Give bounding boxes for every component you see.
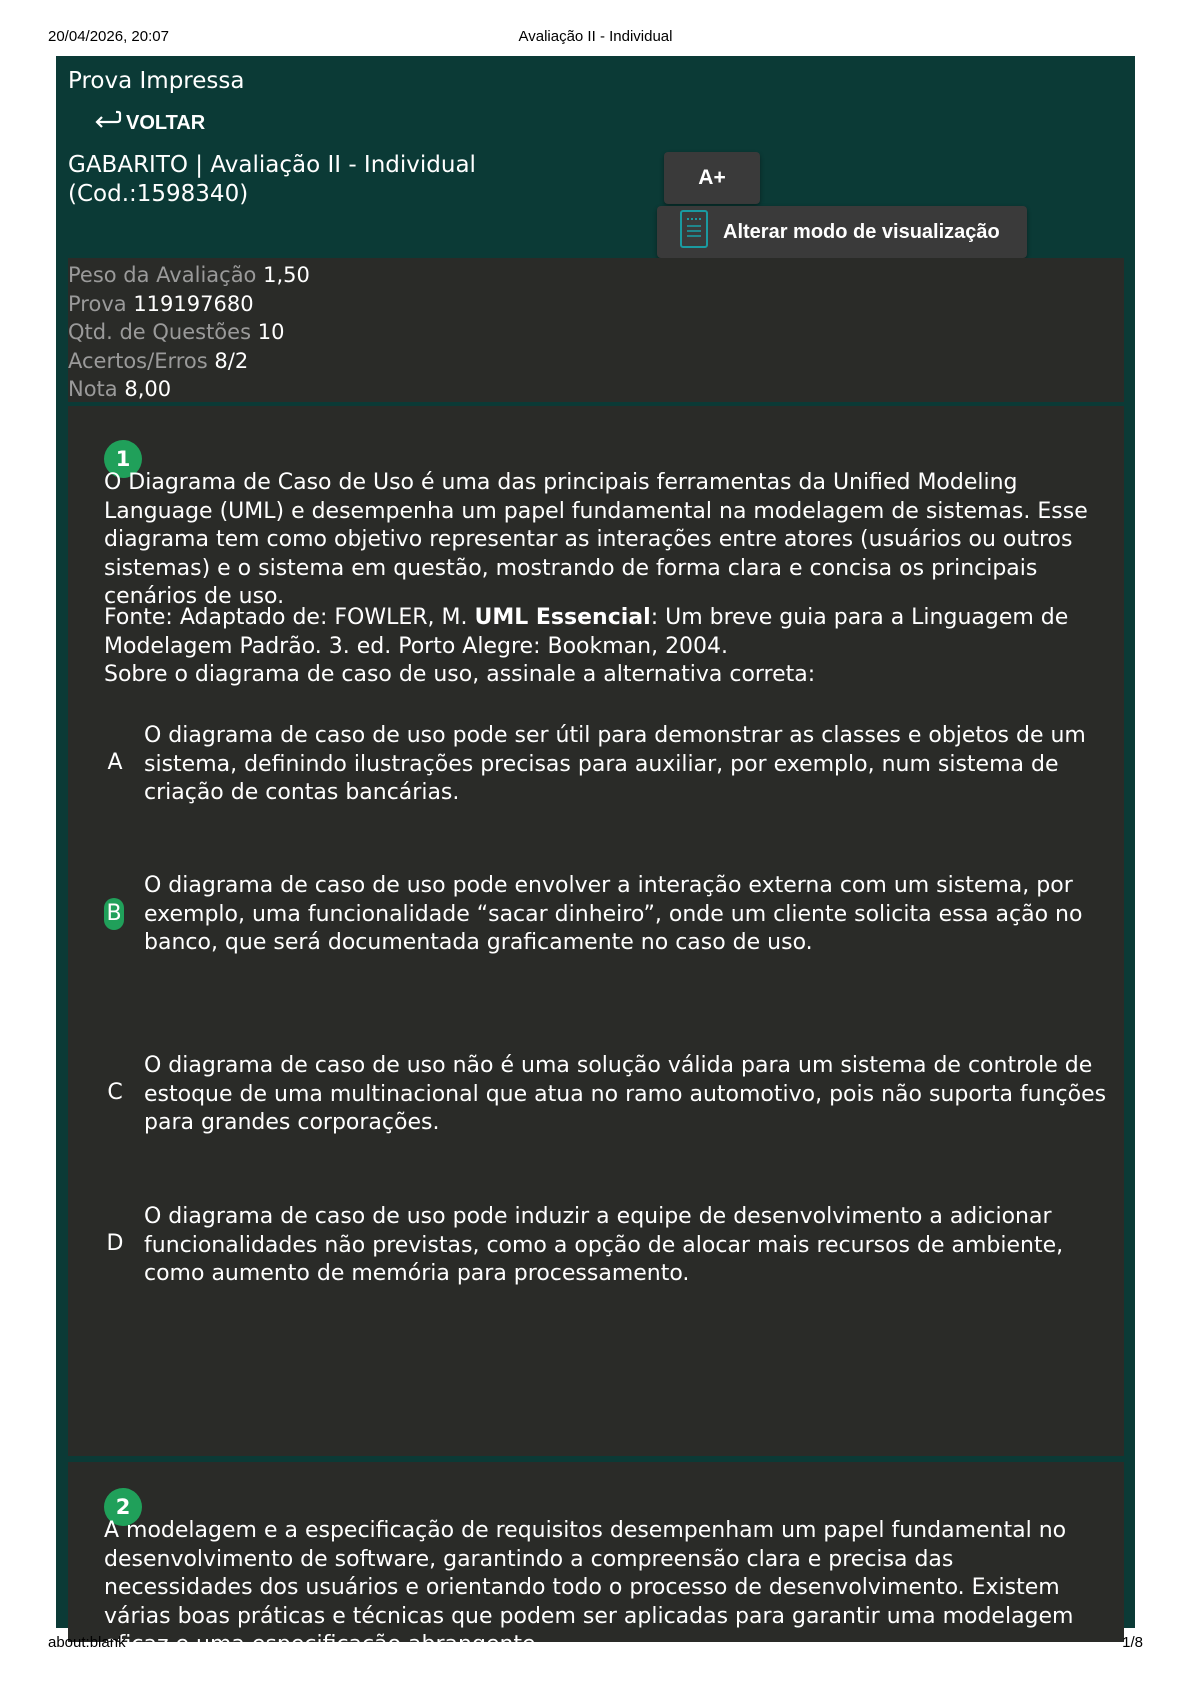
info-row-question-count (68, 318, 1124, 347)
info-row-grade (68, 375, 1124, 404)
info-label: Acertos/Erros (68, 348, 208, 373)
back-button[interactable] (92, 108, 205, 138)
info-value: 1,50 (263, 263, 310, 287)
print-title: Avaliação II - Individual (518, 28, 673, 45)
alternative-letter: A (107, 750, 123, 775)
info-label: Peso da Avaliação (68, 263, 257, 287)
print-header (0, 28, 1191, 50)
question-prompt: Sobre o diagrama de caso de uso, assinale a alternativa correta: (104, 662, 816, 687)
info-value: 10 (257, 320, 285, 344)
source-book-title: UML Essencial (474, 605, 651, 630)
alternative-letter: D (106, 1231, 124, 1256)
info-label: Nota (68, 377, 118, 401)
question-statement: O Diagrama de Caso de Uso é uma das principais ferramentas da Unified Modeling Language (UML) e desempenha um papel fundamental na modelagem de sistemas. Esse diagrama tem como objetivo representar as interações entre atores (usuários ou outros sistemas) e o sistema em questão, mostrando de forma clara e concisa os principais cenários de uso. (104, 470, 1088, 609)
question-statement: A modelagem e a especificação de requisitos desempenham um papel fundamental no desenvolvimento de software, garantindo a compreensão clara e precisa das necessidades dos usuários e orientando todo o processo de desenvolvimento. Existem várias boas práticas e técnicas que podem ser aplicadas para garantir uma modelagem eficaz e uma especificação abrangente (104, 1518, 1074, 1657)
back-label: VOLTAR (126, 111, 206, 134)
source-suffix: : Um breve guia para a Linguagem de Modelagem Padrão. 3. ed. Porto Alegre: Bookman, 2004. (104, 605, 1069, 659)
view-mode-button[interactable] (657, 206, 1027, 258)
info-label: Qtd. de Questões (68, 320, 252, 344)
question-number-badge: 1 (104, 440, 142, 478)
question-card-1 (68, 406, 1124, 1456)
question-source (104, 604, 1104, 661)
alternative-letter: C (107, 1080, 123, 1105)
print-datetime: 20/04/2026, 20:07 (48, 28, 169, 45)
info-row-weight (68, 261, 1124, 290)
correct-alternative-letter: B (104, 898, 124, 930)
print-footer (0, 1634, 1191, 1656)
document-icon (679, 209, 709, 255)
info-row-score-ratio (68, 347, 1124, 376)
info-value: 8,00 (124, 377, 172, 401)
increase-font-button[interactable]: A+ (664, 152, 760, 204)
print-url: about:blank (48, 1634, 126, 1651)
exam-info-box (68, 258, 1124, 402)
info-value: 8/2 (214, 348, 249, 373)
app-title: Prova Impressa (68, 68, 245, 94)
info-row-exam-id (68, 290, 1124, 319)
return-arrow-icon (92, 108, 122, 138)
print-page-number: 1/8 (1122, 1634, 1143, 1651)
info-value: 119197680 (133, 291, 254, 316)
alternative-text: O diagrama de caso de uso pode ser útil para demonstrar as classes e objetos de um sistema, definindo ilustrações precisas para auxiliar, por exemplo, num sistema de criação de contas bancárias. (144, 723, 1086, 805)
info-label: Prova (68, 291, 127, 316)
view-mode-label: Alterar modo de visualização (723, 220, 1000, 243)
alternative-text: O diagrama de caso de uso não é uma solução válida para um sistema de controle de estoque de uma multinacional que atua no ramo automotivo, pois não suporta funções para grandes corporações. (144, 1053, 1107, 1135)
question-number-badge: 2 (104, 1488, 142, 1526)
alternative-text: O diagrama de caso de uso pode induzir a equipe de desenvolvimento a adicionar funcionalidades não previstas, como a opção de alocar mais recursos de ambiente, como aumento de memória para processamento. (144, 1204, 1064, 1286)
source-prefix: Fonte: Adaptado de: FOWLER, M. (104, 605, 475, 630)
alternative-text: O diagrama de caso de uso pode envolver a interação externa com um sistema, por exemplo, uma funcionalidade “sacar dinheiro”, onde um cliente solicita essa ação no banco, que será documentada graficamente no caso de uso. (144, 873, 1083, 955)
exam-title: GABARITO | Avaliação II - Individual (Cod.:1598340) (68, 152, 476, 207)
